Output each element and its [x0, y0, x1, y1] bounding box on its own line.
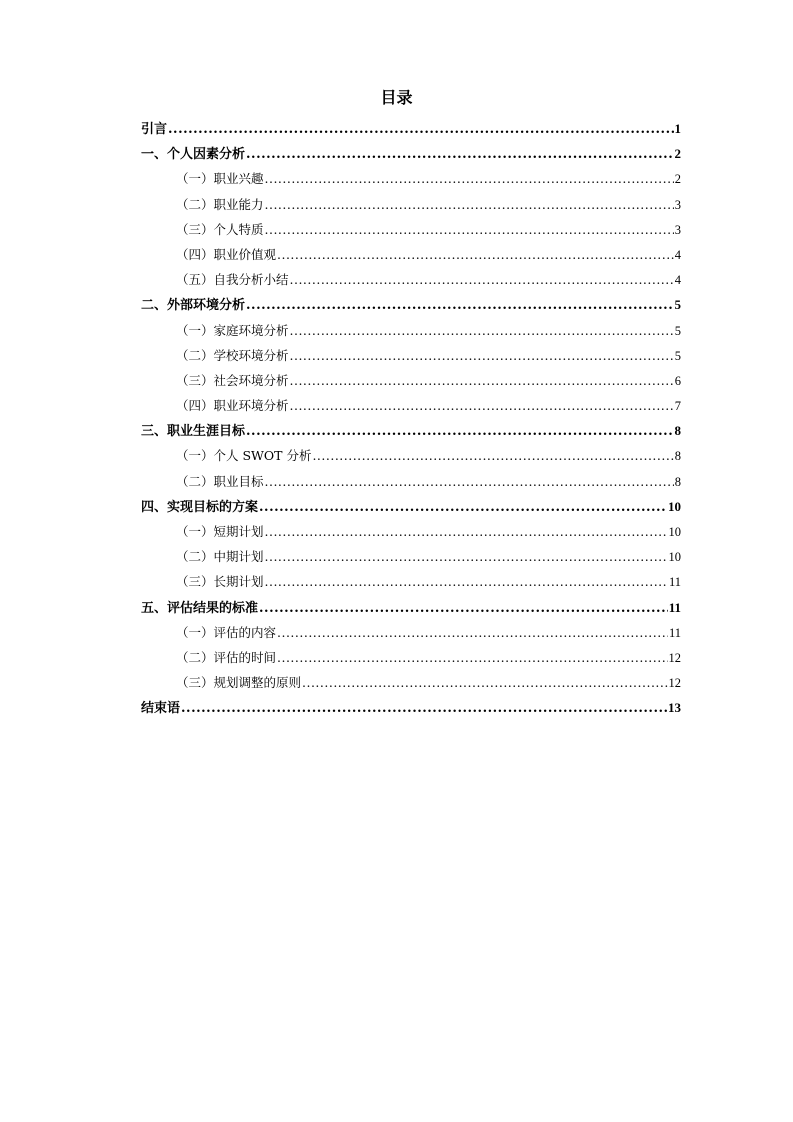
- toc-entry[interactable]: [141, 670, 681, 695]
- toc-entry[interactable]: [141, 242, 681, 267]
- toc-leader-dots: [181, 696, 667, 721]
- toc-entry[interactable]: [141, 166, 681, 191]
- toc-title: 目录: [380, 88, 413, 107]
- toc-entry-label: （一）职业兴趣: [176, 171, 264, 187]
- toc-entry-label: （二）职业能力: [176, 196, 264, 212]
- toc-leader-dots: [259, 596, 668, 621]
- toc-entry-page: 10: [668, 525, 681, 539]
- toc-entry[interactable]: [141, 393, 681, 418]
- toc-entry-page: 10: [668, 498, 681, 514]
- toc-entry-label: （三）规划调整的原则: [176, 675, 302, 691]
- toc-leader-dots: [265, 166, 674, 191]
- toc-leader-dots: [302, 670, 667, 695]
- toc-entry-label: 五、评估结果的标准: [141, 600, 259, 616]
- toc-entry[interactable]: [141, 292, 681, 317]
- toc-entry-page: 7: [674, 399, 681, 414]
- toc-leader-dots: [277, 620, 668, 645]
- toc-entry-label: 结束语: [141, 701, 181, 717]
- toc-entry-label: （一）个人 SWOT 分析: [176, 448, 312, 464]
- toc-leader-dots: [312, 443, 673, 468]
- toc-leader-dots: [265, 544, 668, 569]
- toc-entry-label: （五）自我分析小结: [176, 272, 289, 288]
- toc-leader-dots: [290, 393, 674, 418]
- toc-entry[interactable]: [141, 418, 681, 443]
- toc-entry[interactable]: [141, 192, 681, 217]
- toc-entry-label: （二）中期计划: [176, 549, 264, 565]
- toc-entry-page: 5: [674, 348, 681, 363]
- toc-entry-page: 2: [674, 172, 681, 187]
- toc-entry[interactable]: [141, 318, 681, 343]
- toc-entry[interactable]: [141, 267, 681, 292]
- toc-entry-label: （一）家庭环境分析: [176, 322, 289, 338]
- toc-entry[interactable]: [141, 620, 681, 645]
- toc-entry-label: 四、实现目标的方案: [141, 499, 259, 515]
- toc-entry-label: （二）职业目标: [176, 473, 264, 489]
- toc-leader-dots: [246, 142, 673, 167]
- toc-entry[interactable]: [141, 494, 681, 519]
- toc-leader-dots: [277, 645, 667, 670]
- toc-entry-label: （二）学校环境分析: [176, 347, 289, 363]
- toc-entry[interactable]: [141, 443, 681, 468]
- toc-entry-label: 一、个人因素分析: [141, 147, 246, 163]
- toc-leader-dots: [265, 569, 668, 594]
- toc-entry-page: 4: [674, 273, 681, 288]
- toc-entry-page: 11: [668, 575, 681, 590]
- toc-leader-dots: [246, 293, 673, 318]
- toc-entry-page: 8: [674, 474, 681, 489]
- toc-entry[interactable]: [141, 544, 681, 569]
- toc-entry-page: 11: [668, 599, 681, 615]
- toc-leader-dots: [259, 495, 667, 520]
- toc-entry[interactable]: [141, 469, 681, 494]
- toc-leader-dots: [290, 343, 674, 368]
- toc-entry[interactable]: [141, 595, 681, 620]
- toc-entry[interactable]: [141, 368, 681, 393]
- toc-entry-page: 8: [674, 423, 681, 439]
- toc-entry-label: （二）评估的时间: [176, 649, 277, 665]
- toc-leader-dots: [290, 267, 674, 292]
- toc-entry-label: 二、外部环境分析: [141, 298, 246, 314]
- toc-entry-page: 13: [668, 700, 681, 716]
- toc-entry-page: 12: [668, 650, 681, 665]
- toc-entry-label: （四）职业价值观: [176, 246, 277, 262]
- toc-entry-page: 8: [674, 449, 681, 464]
- toc-entry-label: 三、职业生涯目标: [141, 424, 246, 440]
- toc-leader-dots: [265, 519, 668, 544]
- toc-entry-label: （三）个人特质: [176, 221, 264, 237]
- toc-entry[interactable]: [141, 695, 681, 720]
- toc-entry-label: （三）社会环境分析: [176, 372, 289, 388]
- toc-entry-page: 12: [668, 676, 681, 691]
- toc-entry-label: （三）长期计划: [176, 574, 264, 590]
- toc-entry-page: 6: [674, 373, 681, 388]
- toc-entry-page: 4: [674, 247, 681, 262]
- toc-entry-label: （一）短期计划: [176, 524, 264, 539]
- toc-list: [141, 116, 681, 721]
- toc-entry[interactable]: [141, 141, 681, 166]
- toc-entry-label: （一）评估的内容: [176, 624, 277, 640]
- toc-leader-dots: [265, 192, 674, 217]
- toc-entry-page: 3: [674, 222, 681, 237]
- toc-entry[interactable]: [141, 343, 681, 368]
- toc-entry[interactable]: [141, 217, 681, 242]
- toc-leader-dots: [290, 318, 674, 343]
- toc-leader-dots: [290, 368, 674, 393]
- toc-entry-label: （四）职业环境分析: [176, 398, 289, 414]
- toc-leader-dots: [265, 469, 674, 494]
- toc-entry-page: 5: [674, 323, 681, 338]
- toc-entry[interactable]: [141, 645, 681, 670]
- toc-leader-dots: [265, 217, 674, 242]
- toc-entry-label: 引言: [141, 122, 168, 137]
- toc-entry[interactable]: [141, 519, 681, 544]
- toc-leader-dots: [246, 419, 673, 444]
- toc-entry[interactable]: [141, 569, 681, 594]
- toc-entry[interactable]: [141, 116, 681, 141]
- toc-entry-page: 3: [674, 197, 681, 212]
- toc-entry-page: 2: [674, 146, 681, 162]
- toc-entry-page: 1: [674, 121, 681, 136]
- toc-entry-page: 11: [668, 625, 681, 640]
- toc-entry-page: 10: [668, 550, 681, 565]
- toc-entry-page: 5: [674, 297, 681, 313]
- toc-leader-dots: [168, 117, 673, 142]
- toc-leader-dots: [277, 242, 674, 267]
